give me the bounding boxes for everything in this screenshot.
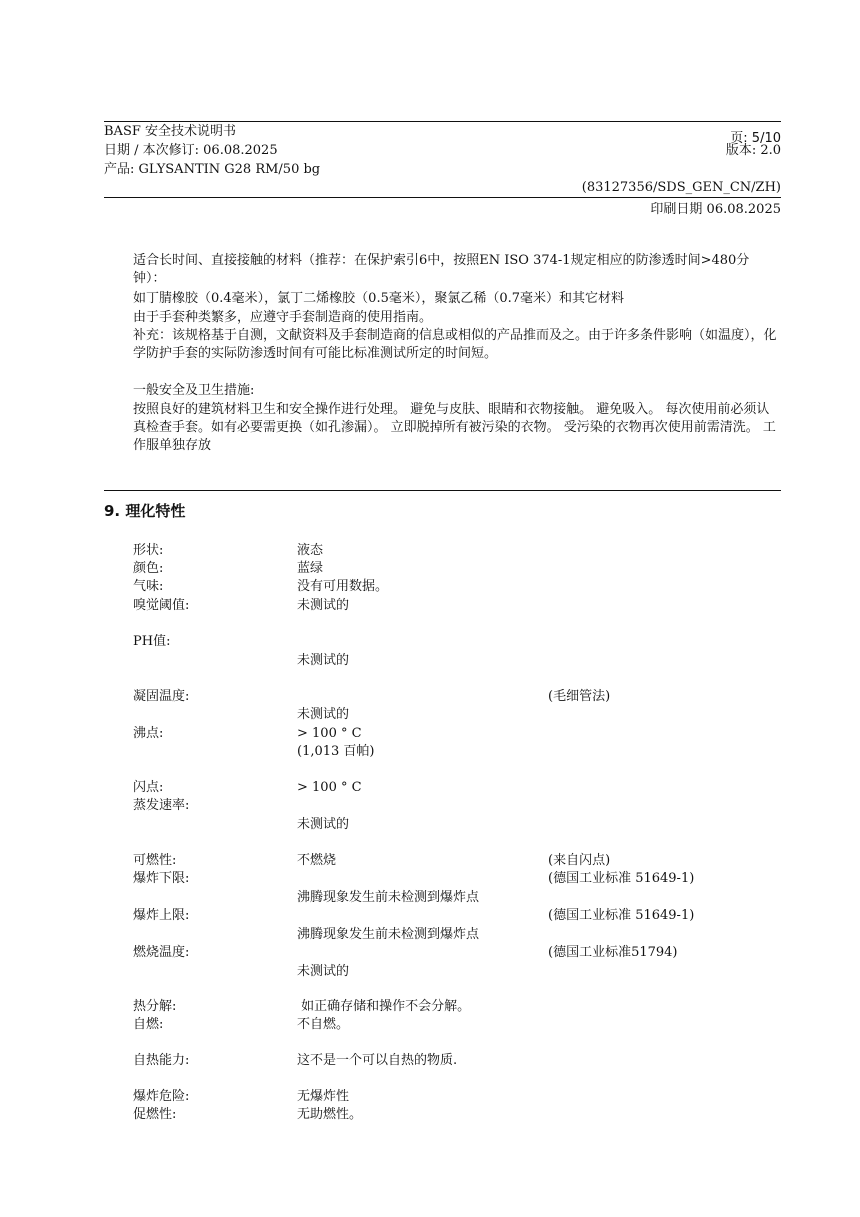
revision-date: 日期 / 本次修订: 06.08.2025 [104, 143, 278, 158]
property-label: 爆炸下限: [133, 871, 190, 886]
property-label: 可燃性: [133, 853, 177, 868]
property-label: 蒸发速率: [133, 798, 190, 813]
property-value: 不自燃。 [297, 1017, 350, 1032]
hygiene-text: 按照良好的建筑材料卫生和安全操作进行处理。 避免与皮肤、眼睛和衣物接触。 避免吸入。 每次使用前必须认真检查手套。如有必要需更换（如孔渗漏）。 立即脱掉所有被污染的衣物。 受污染的衣物再次使用前需清洗。 工作服单独存放 [133, 402, 776, 453]
property-value: 未测试的 [297, 964, 350, 979]
document-code: (83127356/SDS_GEN_CN/ZH) [581, 180, 781, 195]
property-value: 未测试的 [297, 653, 350, 668]
property-method: (来自闪点) [548, 853, 611, 868]
glove-guideline: 由于手套种类繁多，应遵守手套制造商的使用指南。 [133, 310, 433, 325]
property-value: 沸腾现象发生前未检测到爆炸点 [297, 927, 480, 942]
property-value: 无助燃性。 [297, 1107, 363, 1122]
property-label: 自热能力: [133, 1053, 190, 1068]
property-label: 颜色: [133, 561, 164, 576]
product-name: 产品: GLYSANTIN G28 RM/50 bg [104, 162, 321, 177]
property-label: 沸点: [133, 726, 164, 741]
property-method: (德国工业标准 51649-1) [548, 871, 695, 886]
section-9-title: 9. 理化特性 [104, 502, 186, 520]
property-label: 气味: [133, 579, 164, 594]
property-label: 嗅觉阈值: [133, 598, 190, 613]
property-label: 凝固温度: [133, 689, 190, 704]
header-top-rule [104, 121, 781, 122]
page-number: 页: 5/10 [730, 131, 781, 146]
property-value-condition: (1,013 百帕) [297, 744, 375, 759]
property-value: > 100 ° C [297, 726, 362, 741]
property-value: 没有可用数据。 [297, 579, 389, 594]
property-method: (毛细管法) [548, 689, 611, 704]
property-value: 蓝绿 [297, 561, 324, 576]
property-value: 未测试的 [297, 817, 350, 832]
hygiene-title: 一般安全及卫生措施: [133, 383, 255, 398]
property-value: 这不是一个可以自热的物质. [297, 1053, 458, 1068]
glove-material-list: 如丁腈橡胶（0.4毫米），氯丁二烯橡胶（0.5毫米），聚氯乙稀（0.7毫米）和其它材料 [133, 291, 625, 306]
property-label: 形状: [133, 543, 164, 558]
property-label: 自燃: [133, 1017, 164, 1032]
property-value: 未测试的 [297, 598, 350, 613]
print-date: 印刷日期 06.08.2025 [650, 202, 781, 217]
version-label: 版本: 2.0 [725, 143, 781, 158]
property-label: 爆炸危险: [133, 1089, 190, 1104]
section-rule [104, 490, 781, 491]
property-label: 闪点: [133, 780, 164, 795]
property-value: 液态 [297, 543, 324, 558]
property-label: 促燃性: [133, 1107, 177, 1122]
property-label: 热分解: [133, 999, 177, 1014]
property-label: 燃烧温度: [133, 945, 190, 960]
glove-supplement: 补充：该规格基于自测，文献资料及手套制造商的信息或相似的产品推而及之。由于许多条件影响（如温度），化学防护手套的实际防渗透时间有可能比标准测试所定的时间短。 [133, 328, 777, 361]
header-bottom-rule [104, 197, 781, 198]
document-title: BASF 安全技术说明书 [104, 124, 236, 139]
property-value: 无爆炸性 [297, 1089, 350, 1104]
property-value: 未测试的 [297, 707, 350, 722]
property-value: > 100 ° C [297, 780, 362, 795]
property-label: PH值: [133, 634, 171, 649]
property-value: 沸腾现象发生前未检测到爆炸点 [297, 890, 480, 905]
property-value: 不燃烧 [297, 853, 337, 868]
property-method: (德国工业标准51794) [548, 945, 678, 960]
property-value: 如正确存储和操作不会分解。 [297, 999, 471, 1014]
property-method: (德国工业标准 51649-1) [548, 908, 695, 923]
property-label: 爆炸上限: [133, 908, 190, 923]
glove-material-paragraph: 适合长时间、直接接触的材料（推荐：在保护索引6中，按照EN ISO 374-1规定相应的防渗透时间>480分钟）： [133, 253, 750, 286]
